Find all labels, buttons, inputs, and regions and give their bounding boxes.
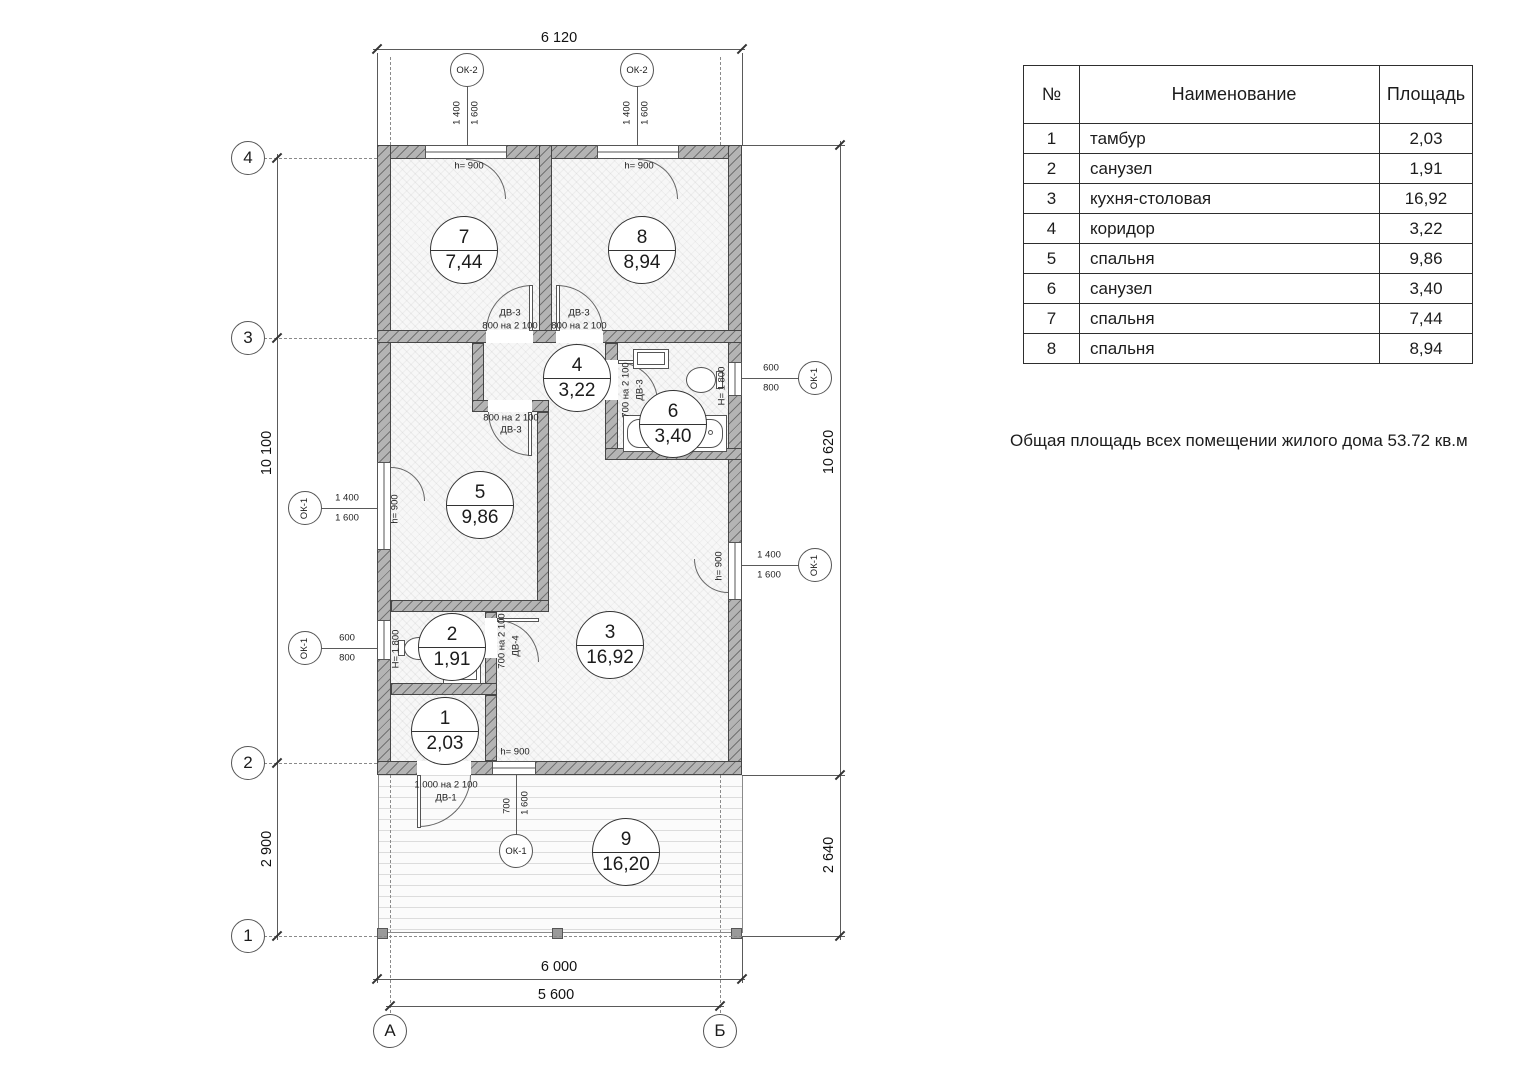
window-callout [798,361,832,395]
callout-leader [637,86,638,145]
room-area: 8,94 [609,250,675,284]
room-number: 9 [620,828,632,850]
room-marker-3 [576,611,644,679]
sill-height: Н= 1 800 [390,629,402,669]
cell-area: 9,86 [1380,244,1473,274]
axis-line-A [390,57,391,145]
cell-area: 1,91 [1380,154,1473,184]
axis-line-A [390,775,391,1013]
axis-label: А [384,1021,396,1040]
dim-ext [377,53,378,145]
window-callout [450,53,484,87]
cell-num: 5 [1024,244,1080,274]
table-row [1024,154,1473,184]
sill-height: h= 900 [713,551,725,581]
callout-leader [742,565,799,566]
wall [539,145,552,343]
room-area: 16,20 [593,852,659,886]
wall [485,695,497,761]
cell-name: санузел [1080,274,1380,304]
room-marker-2 [418,613,486,681]
window-size: 600 [763,362,779,374]
callout-label: ОК-1 [299,497,311,519]
window-callout [288,491,322,525]
door-size: 800 на 2 100 [482,320,538,332]
terrace-post [731,928,742,939]
callout-leader [321,508,377,509]
dim-line [373,49,745,50]
room-number: 8 [636,226,648,248]
wall [377,145,391,775]
room-area: 1,91 [419,647,485,681]
window-size: 800 [763,382,779,394]
window-size: 1 600 [519,791,531,815]
room-area: 3,22 [544,378,610,412]
window-size: 1 600 [757,569,781,581]
room-area: 16,92 [577,645,643,679]
dim-top: 6 120 [540,30,578,46]
cell-num: 4 [1024,214,1080,244]
cell-num: 7 [1024,304,1080,334]
dim-line [386,1006,724,1007]
wall [391,683,497,695]
window [728,362,742,396]
dim-bottom-outer: 6 000 [540,959,578,975]
wall [728,145,742,775]
door-opening [488,400,532,412]
table-row [1024,244,1473,274]
sill-height: h= 900 [389,494,401,524]
window-callout [288,631,322,665]
cell-name: тамбур [1080,124,1380,154]
dim-line [840,141,841,940]
room-marker-8 [608,216,676,284]
total-area-note: Общая площадь всех помещении жилого дома 53.72 кв.м [1010,431,1468,450]
dim-ext [742,775,845,776]
door-size: 800 на 2 100 [551,320,607,332]
door-size: 700 на 2 100 [496,613,508,669]
room-area: 7,44 [431,250,497,284]
table-row [1024,274,1473,304]
cell-num: 3 [1024,184,1080,214]
cell-area: 2,03 [1380,124,1473,154]
room-legend-table [1023,65,1473,364]
axis-label: 4 [243,148,253,167]
room-number: 5 [474,481,486,503]
axis-marker-B [703,1014,737,1048]
table-row [1024,304,1473,334]
cell-name: кухня-столовая [1080,184,1380,214]
window-size: 1 400 [335,492,359,504]
dim-left-porch: 2 900 [259,830,275,868]
dim-left-main: 10 100 [259,430,275,476]
door-label: ДВ-3 [634,379,646,401]
room-number: 7 [458,226,470,248]
cell-area: 3,22 [1380,214,1473,244]
callout-label: ОК-1 [809,367,821,389]
door-size: 1 000 на 2 100 [414,779,478,791]
window-size: 1 600 [469,101,481,125]
sill-height: h= 900 [454,160,484,172]
room-area: 9,86 [447,505,513,539]
window-size: 1 600 [335,512,359,524]
callout-label: ОК-1 [505,845,527,857]
axis-label: 1 [243,926,253,945]
window-callout [798,548,832,582]
window [597,145,679,159]
window-size: 800 [339,652,355,664]
cell-area: 16,92 [1380,184,1473,214]
axis-line-3 [264,338,377,339]
table-header-row [1024,66,1473,124]
terrace-post [377,928,388,939]
room-marker-4 [543,344,611,412]
sill-height: Н= 1 800 [716,366,728,406]
table-row [1024,334,1473,364]
callout-leader [321,648,377,649]
cell-name: коридор [1080,214,1380,244]
table-row [1024,124,1473,154]
dim-bottom-cols: 5 600 [537,987,575,1003]
axis-marker-2 [231,746,265,780]
callout-leader [467,86,468,145]
axis-line-2 [264,763,377,764]
door-opening [485,618,497,658]
window-size: 1 600 [639,101,651,125]
window-size: 1 400 [757,549,781,561]
col-header-name: Наименование [1080,66,1380,124]
room-area: 2,03 [412,731,478,765]
dim-line [373,979,745,980]
cell-num: 2 [1024,154,1080,184]
dim-ext [742,936,845,937]
callout-leader [516,775,517,835]
room-number: 1 [439,707,451,729]
table-row [1024,184,1473,214]
axis-marker-A [373,1014,407,1048]
terrace-post [552,928,563,939]
window [377,620,391,660]
col-header-area: Площадь [1380,66,1473,124]
window-size: 700 [501,798,513,814]
cell-name: спальня [1080,334,1380,364]
cell-num: 1 [1024,124,1080,154]
dim-right-porch: 2 640 [821,836,837,874]
door-label: ДВ-4 [510,635,522,657]
dim-line [277,154,278,940]
col-header-num: № [1024,66,1080,124]
window-size: 600 [339,632,355,644]
door-size: 700 на 2 100 [620,362,632,418]
window-size: 1 400 [451,101,463,125]
callout-label: ОК-1 [809,554,821,576]
window-size: 1 400 [621,101,633,125]
room-number: 3 [604,621,616,643]
callout-label: ОК-2 [456,64,478,76]
axis-line-B [720,57,721,145]
axis-line-1 [264,936,742,937]
room-marker-7 [430,216,498,284]
axis-line-B [720,775,721,1013]
door-label: ДВ-3 [499,307,521,319]
sink-basin [637,352,665,365]
sill-height: h= 900 [624,160,654,172]
room-marker-1 [411,697,479,765]
door-label: ДВ-3 [568,307,590,319]
window [492,761,536,775]
cell-area: 3,40 [1380,274,1473,304]
cell-area: 7,44 [1380,304,1473,334]
callout-label: ОК-1 [299,637,311,659]
axis-marker-3 [231,321,265,355]
room-marker-9 [592,818,660,886]
cell-num: 8 [1024,334,1080,364]
dim-ext [742,53,743,145]
callout-label: ОК-2 [626,64,648,76]
table-row [1024,214,1473,244]
window [425,145,507,159]
wall [537,412,549,612]
cell-num: 6 [1024,274,1080,304]
cell-area: 8,94 [1380,334,1473,364]
callout-leader [742,378,799,379]
axis-marker-1 [231,919,265,953]
room-marker-5 [446,471,514,539]
wall [391,600,549,612]
room-number: 4 [571,354,583,376]
axis-line-4 [264,158,377,159]
sill-height: h= 900 [500,746,530,758]
window-callout [620,53,654,87]
dim-ext [742,145,845,146]
door-label: ДВ-1 [435,792,457,804]
cell-name: санузел [1080,154,1380,184]
room-area: 3,40 [640,424,706,458]
toilet [686,367,716,393]
cell-name: спальня [1080,244,1380,274]
window-callout [499,834,533,868]
door-label: ДВ-3 [500,424,522,436]
bathtub-drain [708,430,713,435]
window [728,542,742,600]
room-marker-6 [639,390,707,458]
door-size: 800 на 2 100 [483,412,539,424]
room-number: 2 [446,623,458,645]
axis-label: 3 [243,328,253,347]
cell-name: спальня [1080,304,1380,334]
axis-label: Б [714,1021,726,1040]
axis-label: 2 [243,753,253,772]
room-number: 6 [667,400,679,422]
dim-right-main: 10 620 [821,429,837,475]
axis-marker-4 [231,141,265,175]
